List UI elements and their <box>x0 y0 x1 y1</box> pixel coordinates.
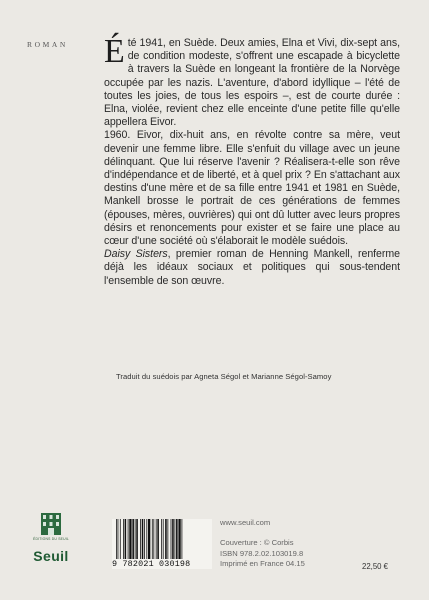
barcode-bar <box>132 519 134 559</box>
barcode <box>112 519 212 569</box>
blurb-paragraph-3-text: , premier roman de Henning Mankell, renferme déjà les idéaux sociaux et politiques qui sous-tendent l'ensemble de son œuvre. <box>104 248 400 287</box>
barcode-bar <box>123 519 124 559</box>
barcode-bar <box>125 519 127 559</box>
book-title: Daisy Sisters <box>104 248 168 261</box>
isbn: ISBN 978.2.02.103019.8 <box>220 548 304 558</box>
barcode-bar <box>148 519 150 559</box>
cover-credit: Couverture : © Corbis <box>220 538 294 547</box>
barcode-bar <box>135 519 136 559</box>
barcode-bar <box>161 519 162 559</box>
barcode-bar <box>157 519 159 559</box>
publisher-logo <box>27 512 75 578</box>
barcode-bar <box>120 519 121 559</box>
barcode-bar <box>176 519 178 559</box>
barcode-bar <box>128 519 129 559</box>
barcode-bar <box>153 519 154 559</box>
publisher-emblem-icon <box>27 512 75 538</box>
barcode-bar <box>118 519 119 559</box>
drop-cap: É <box>104 33 125 70</box>
publisher-name: Seuil <box>33 548 69 564</box>
barcode-bar <box>171 519 172 559</box>
barcode-number: 9 782021 030198 <box>112 559 191 569</box>
genre-label: ROMAN <box>27 40 68 49</box>
publisher-website: www.seuil.com <box>220 518 271 527</box>
blurb-paragraph-3 <box>104 248 400 288</box>
blurb-paragraph-2: 1960. Eivor, dix-huit ans, en révolte contre sa mère, veut devenir une femme libre. Elle s'enfuit du village avec un jeune délinquant. Que lui réserve l'avenir ? Réalisera-t-elle son rêve d'indépendance et de liberté, et à quel prix ? En s'attachant aux destins d'une mère et de sa fille entre 1941 et 1981 en Suède, Mankell brosse le portrait de ces générations de femmes (épouses, mères, ouvrières) qui ont dû lutter avec leurs propres désirs et renoncements pour exister et se faire une place au cœur d'une société où s'élaborait le modèle suédois. <box>104 129 400 248</box>
barcode-bars <box>116 519 211 559</box>
blurb <box>104 33 400 288</box>
barcode-bar <box>142 519 144 559</box>
barcode-bar <box>165 519 167 559</box>
translator-credit: Traduit du suédois par Agneta Ségol et Marianne Ségol-Samoy <box>116 372 332 381</box>
barcode-bar <box>152 519 153 559</box>
barcode-bar <box>136 519 138 559</box>
barcode-bar <box>172 519 174 559</box>
barcode-bar <box>178 519 180 559</box>
publication-info <box>220 538 305 570</box>
barcode-bar <box>146 519 147 559</box>
barcode-bar <box>163 519 164 559</box>
barcode-bar <box>144 519 145 559</box>
print-info: Imprimé en France 04.15 <box>220 559 305 568</box>
barcode-bar <box>129 519 131 559</box>
price: 22,50 € <box>362 562 389 571</box>
publisher-small-text: ÉDITIONS DU SEUIL <box>33 537 69 541</box>
blurb-paragraph-1 <box>104 33 400 129</box>
barcode-bar <box>140 519 141 559</box>
barcode-bar <box>116 519 117 559</box>
barcode-bar <box>167 519 168 559</box>
blurb-paragraph-1-text: té 1941, en Suède. Deux amies, Elna et Vivi, dix-sept ans, de condition modeste, s'offrent une escapade à bicyclette à travers la Suède en longeant la frontière de la Norvège occupée par les nazis. L'aventure, d'abord idyllique – l'été de toutes les joies, de tous les espoirs –, est de courte durée : Elna, violée, revient chez elle enceinte d'une petite fille qu'elle appellera Eivor. <box>104 37 400 129</box>
barcode-bar <box>156 519 157 559</box>
barcode-bar <box>175 519 176 559</box>
barcode-bar <box>182 519 183 559</box>
